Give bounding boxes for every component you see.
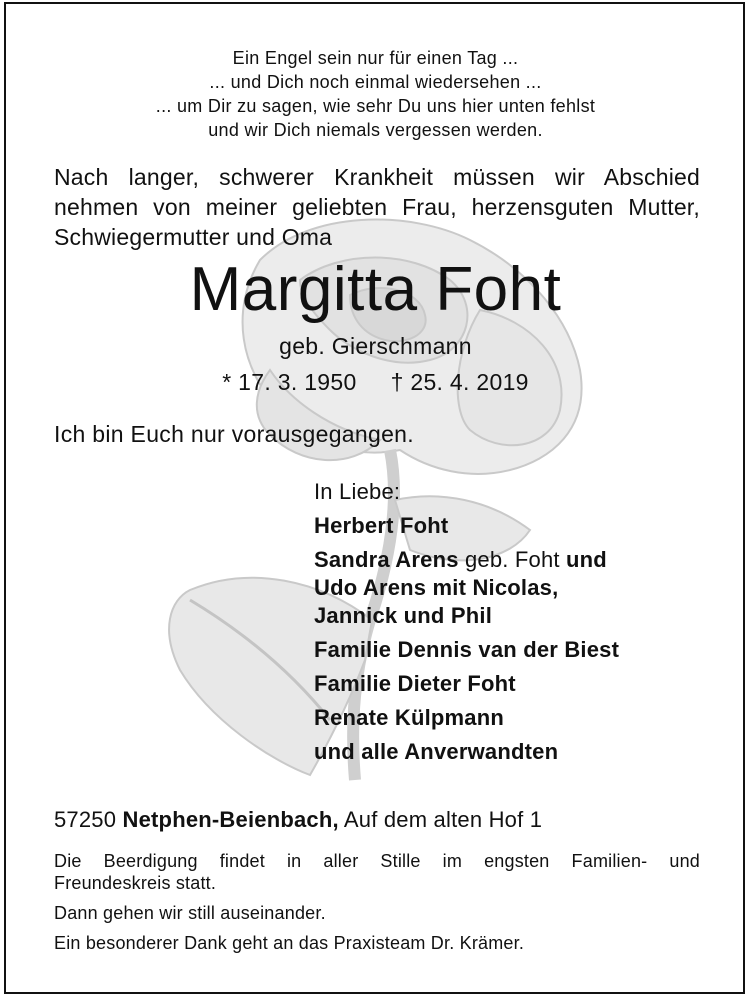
- mourner-conj: und: [566, 547, 607, 572]
- burial-note: Freundeskreis statt.: [54, 873, 217, 893]
- poem-line: Ein Engel sein nur für einen Tag ...: [232, 48, 519, 68]
- birth-date: * 17. 3. 1950: [222, 369, 357, 395]
- quote: Ich bin Euch nur vorausgegangen.: [54, 421, 414, 447]
- poem-line: ... um Dir zu sagen, wie sehr Du uns hier unten fehlst: [155, 96, 596, 116]
- mourner: Jannick und Phil: [314, 603, 493, 628]
- mourner: Familie Dennis van der Biest: [314, 637, 620, 662]
- burial-note: Die Beerdigung findet in aller Stille im engsten Familien- und: [54, 851, 700, 871]
- address-street: Auf dem alten Hof 1: [343, 807, 543, 832]
- poem-line: und wir Dich niemals vergessen werden.: [208, 120, 543, 140]
- birth-name: geb. Gierschmann: [279, 333, 472, 359]
- death-date: † 25. 4. 2019: [390, 369, 529, 395]
- address-town: Netphen-Beienbach,: [122, 807, 339, 832]
- parting-note: Dann gehen wir still auseinander.: [54, 903, 326, 923]
- thanks-note: Ein besonderer Dank geht an das Praxisteam Dr. Krämer.: [54, 933, 525, 953]
- poem-line: ... und Dich noch einmal wiedersehen ...: [209, 72, 542, 92]
- mourners-intro: In Liebe:: [314, 479, 401, 504]
- intro-text: [54, 162, 700, 252]
- intro-line: Nach langer, schwerer Krankheit müssen wir Abschied: [54, 164, 700, 190]
- address-zip: 57250: [54, 807, 117, 832]
- deceased-name: Margitta Foht: [189, 255, 562, 324]
- mourner-name: Sandra Arens: [314, 547, 459, 572]
- mourner: [314, 546, 619, 574]
- mourner: Udo Arens mit Nicolas,: [314, 575, 559, 600]
- mourner: Renate Külpmann: [314, 705, 505, 730]
- mourners-list: [314, 478, 619, 766]
- address: [54, 806, 542, 834]
- mourner-maiden: geb. Foht: [458, 547, 567, 572]
- poem: [0, 46, 751, 142]
- intro-line: Schwiegermutter und Oma: [54, 224, 333, 250]
- mourner: Familie Dieter Foht: [314, 671, 516, 696]
- intro-line: nehmen von meiner geliebten Frau, herzensguten Mutter,: [54, 194, 700, 220]
- life-dates: [0, 368, 751, 396]
- footer-notes: [54, 850, 700, 954]
- mourner: und alle Anverwandten: [314, 739, 559, 764]
- mourner: Herbert Foht: [314, 513, 449, 538]
